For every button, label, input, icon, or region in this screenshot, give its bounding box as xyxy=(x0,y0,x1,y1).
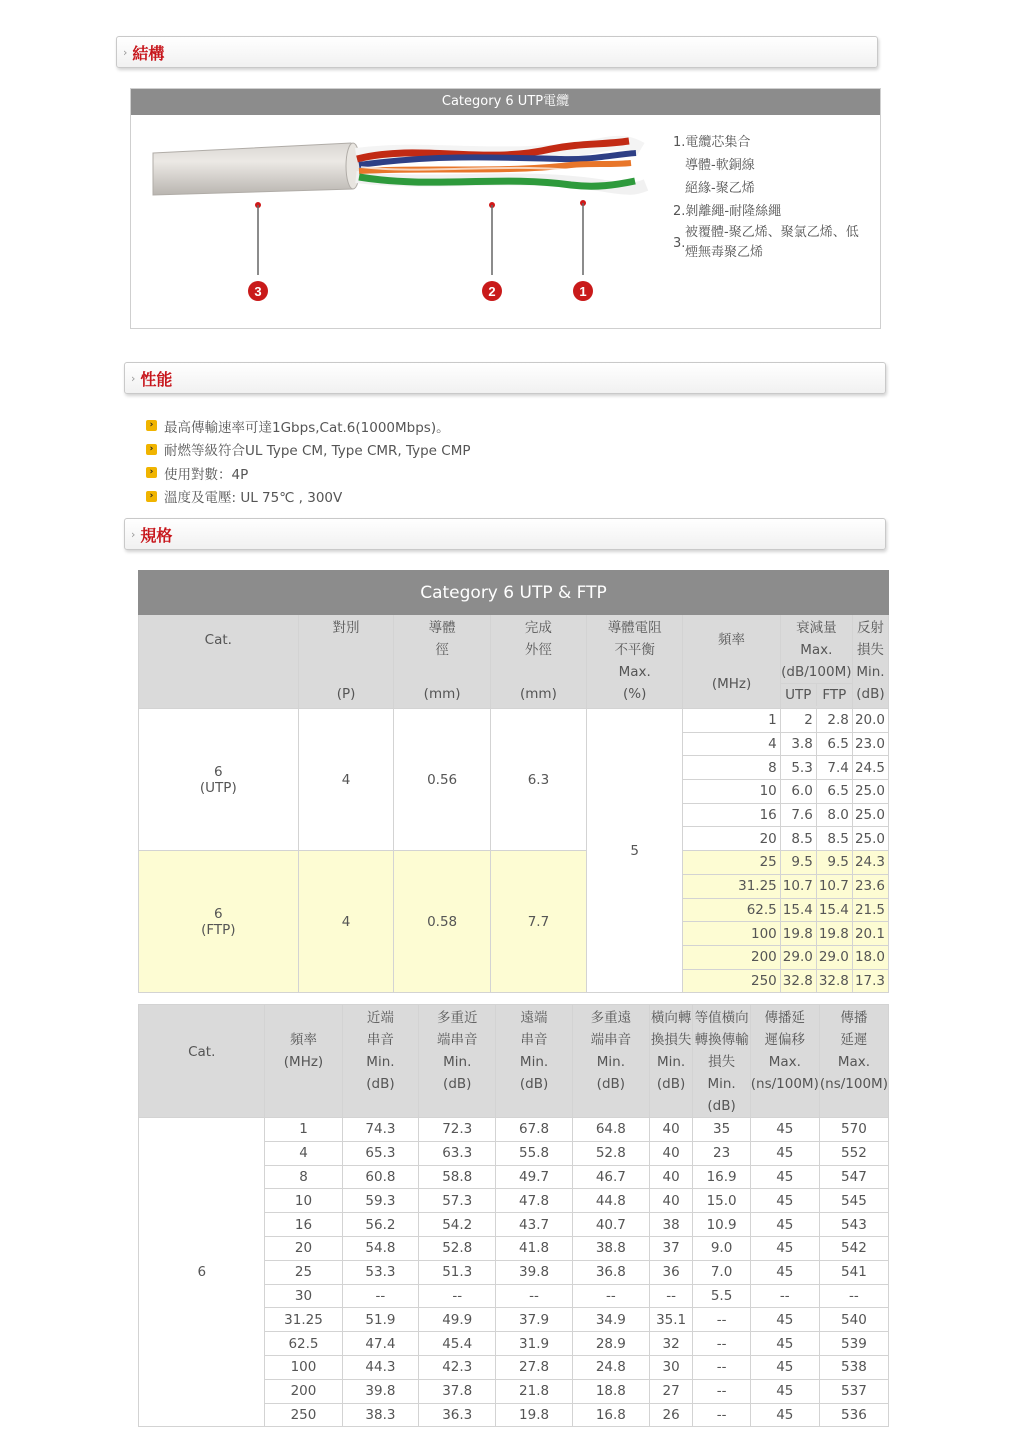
header-line: (dB) xyxy=(366,1076,395,1092)
cell-att-ftp: 6.5 xyxy=(816,780,852,804)
table-cell: 45 xyxy=(750,1141,819,1165)
table-cell: 45 xyxy=(750,1379,819,1403)
cell-return-loss: 23.0 xyxy=(852,732,888,756)
col-header xyxy=(819,1005,888,1118)
cell-return-loss: 18.0 xyxy=(852,945,888,969)
header-line: 延遲 xyxy=(840,1032,868,1048)
cell-frequency: 25 xyxy=(683,851,780,875)
list-item: › 最高傳輸速率可達1Gbps,Cat.6(1000Mbps)。 xyxy=(146,414,471,438)
table-cell: -- xyxy=(572,1284,649,1308)
structure-legend xyxy=(673,131,859,263)
list-item: › 溫度及電壓: UL 75℃ , 300V xyxy=(146,485,471,509)
table-cell: 60.8 xyxy=(342,1165,419,1189)
table-cell: 10 xyxy=(265,1189,342,1213)
cell-att-ftp: 10.7 xyxy=(816,874,852,898)
table-cell: 49.7 xyxy=(496,1165,573,1189)
list-item: › 耐燃等級符合UL Type CM, Type CMR, Type CMP xyxy=(146,438,471,462)
header-line: 損失 xyxy=(708,1054,736,1070)
table-cell: 72.3 xyxy=(419,1118,496,1142)
table-cell: 40 xyxy=(649,1118,693,1142)
table-cell: 538 xyxy=(819,1355,888,1379)
table-cell: 27 xyxy=(649,1379,693,1403)
header-line: 端串音 xyxy=(436,1032,478,1048)
svg-text:3: 3 xyxy=(254,284,262,299)
table-cell: 67.8 xyxy=(496,1118,573,1142)
table-cell: 16.8 xyxy=(572,1403,649,1427)
col-header xyxy=(572,1005,649,1118)
table-cell: 44.3 xyxy=(342,1355,419,1379)
table-cell: 570 xyxy=(819,1118,888,1142)
table-cell: 537 xyxy=(819,1379,888,1403)
header-line: 傳播延 xyxy=(764,1010,806,1026)
table-cell: 36 xyxy=(649,1260,693,1284)
table-cell: 200 xyxy=(265,1379,342,1403)
table-cell: 36.3 xyxy=(419,1403,496,1427)
cell-att-ftp: 9.5 xyxy=(816,851,852,875)
legend-item-1a: 導體-軟銅線 xyxy=(685,158,755,173)
col-header xyxy=(419,1005,496,1118)
col-header xyxy=(750,1005,819,1118)
cell-att-utp: 15.4 xyxy=(780,898,816,922)
col-header-return-loss: 反射 損失 Min. (dB) xyxy=(852,615,888,709)
table-cell: 74.3 xyxy=(342,1118,419,1142)
col-header xyxy=(649,1005,693,1118)
table-cell: 44.8 xyxy=(572,1189,649,1213)
cell-att-utp: 29.0 xyxy=(780,945,816,969)
table-cell: 45 xyxy=(750,1189,819,1213)
table-cell: 38.3 xyxy=(342,1403,419,1427)
table-cell: 25 xyxy=(265,1260,342,1284)
col-header xyxy=(342,1005,419,1118)
cat-type: (FTP) xyxy=(201,921,236,938)
bullet-arrow-icon: › xyxy=(146,467,157,478)
table-cell: 38.8 xyxy=(572,1236,649,1260)
table-cell: 23 xyxy=(693,1141,750,1165)
table-cell: 55.8 xyxy=(496,1141,573,1165)
header-line: 橫向轉 xyxy=(650,1010,692,1026)
table-cell: -- xyxy=(342,1284,419,1308)
table-cell: 24.8 xyxy=(572,1355,649,1379)
col-header-attenuation: 衰減量 Max. (dB/100M) UTP FTP xyxy=(780,615,852,709)
legend-item-1b: 絕緣-聚乙烯 xyxy=(685,181,755,196)
section-header-structure xyxy=(116,36,878,68)
table-cell: 51.3 xyxy=(419,1260,496,1284)
table-cell: 47.8 xyxy=(496,1189,573,1213)
table-cell: 26 xyxy=(649,1403,693,1427)
header-line: Min. xyxy=(656,1054,686,1070)
header-line: Cat. xyxy=(188,1044,216,1060)
legend-item-1: 1.電纜芯集合 xyxy=(673,135,751,150)
table-caption: Category 6 UTP & FTP xyxy=(139,571,889,615)
structure-panel xyxy=(130,88,881,329)
header-line: 轉換傳輸 xyxy=(694,1032,749,1048)
bullet-arrow-icon: › xyxy=(146,444,157,455)
header-line: Max. xyxy=(837,1054,871,1070)
table-cell: 45 xyxy=(750,1260,819,1284)
header-line: 等值橫向 xyxy=(694,1010,749,1026)
table-cell: 18.8 xyxy=(572,1379,649,1403)
table-cell: 52.8 xyxy=(419,1236,496,1260)
table-cell: 45 xyxy=(750,1118,819,1142)
table-cell: 20 xyxy=(265,1236,342,1260)
header-line: (dB) xyxy=(656,1076,686,1092)
table-cell: 16.9 xyxy=(693,1165,750,1189)
header-line: (ns/100M) xyxy=(819,1076,888,1092)
cell-return-loss: 25.0 xyxy=(852,780,888,804)
table-cell: -- xyxy=(693,1308,750,1332)
table-cell: 40 xyxy=(649,1165,693,1189)
header-line: Min. xyxy=(366,1054,395,1070)
cell-od: 7.7 xyxy=(490,851,586,993)
cell-frequency: 31.25 xyxy=(683,874,780,898)
cell-cond: 0.58 xyxy=(394,851,490,993)
header-line: Min.(dB) xyxy=(707,1076,736,1114)
table-cell: 36.8 xyxy=(572,1260,649,1284)
table-cell: 7.0 xyxy=(693,1260,750,1284)
table-cell: 38 xyxy=(649,1213,693,1237)
table-cell: 542 xyxy=(819,1236,888,1260)
table-cell: 15.0 xyxy=(693,1189,750,1213)
table-cell: 37.9 xyxy=(496,1308,573,1332)
header-line: (dB) xyxy=(519,1076,549,1092)
table-cell: 57.3 xyxy=(419,1189,496,1213)
table-cell: -- xyxy=(693,1332,750,1356)
table-cell: 1 xyxy=(265,1118,342,1142)
table-cell: 45 xyxy=(750,1308,819,1332)
table-cell: 39.8 xyxy=(342,1379,419,1403)
cell-att-utp: 3.8 xyxy=(780,732,816,756)
table-cell: 34.9 xyxy=(572,1308,649,1332)
col-header-frequency: 頻率 (MHz) xyxy=(683,615,780,709)
header-line: (dB) xyxy=(443,1076,472,1092)
section-title: 結構 xyxy=(132,43,165,63)
table-row xyxy=(139,851,889,875)
header-line: Max. xyxy=(768,1054,801,1070)
table-cell: 43.7 xyxy=(496,1213,573,1237)
table-cell: 45 xyxy=(750,1236,819,1260)
cell-cat xyxy=(139,709,299,851)
cell-att-ftp: 8.5 xyxy=(816,827,852,851)
cell-frequency: 16 xyxy=(683,803,780,827)
table-cell: 45 xyxy=(750,1355,819,1379)
cell-return-loss: 17.3 xyxy=(852,969,888,993)
cat-type: (UTP) xyxy=(199,779,237,796)
col-header-od: 完成 外徑 (mm) xyxy=(490,615,586,709)
header-line: 串音 xyxy=(366,1032,394,1048)
cell-att-utp: 9.5 xyxy=(780,851,816,875)
col-header-pair: 對別 (P) xyxy=(298,615,394,709)
list-item: › 使用對數：4P xyxy=(146,461,471,485)
table-cell: -- xyxy=(693,1403,750,1427)
table-cell: 541 xyxy=(819,1260,888,1284)
table-cell: 543 xyxy=(819,1213,888,1237)
structure-panel-header: Category 6 UTP電纜 xyxy=(131,89,880,115)
table-cell: 31.25 xyxy=(265,1308,342,1332)
table-cell: 19.8 xyxy=(496,1403,573,1427)
cell-pair: 4 xyxy=(298,709,394,851)
header-line: 多重遠 xyxy=(590,1010,632,1026)
table-cell: 31.9 xyxy=(496,1332,573,1356)
table-cell: 45 xyxy=(750,1165,819,1189)
callout-marker-3 xyxy=(248,202,268,301)
svg-text:2: 2 xyxy=(488,284,496,299)
cell-cond: 0.56 xyxy=(394,709,490,851)
col-header-resistance: 導體電阻 不平衡 Max. (%) xyxy=(587,615,683,709)
table-cell: -- xyxy=(693,1355,750,1379)
cell-cat xyxy=(139,851,299,993)
legend-item-2: 2.剝離繩-耐隆絲繩 xyxy=(673,204,782,219)
table-cell: -- xyxy=(693,1379,750,1403)
chevron-right-icon: › xyxy=(131,371,136,385)
table-cell: 16 xyxy=(265,1213,342,1237)
table-cell: 59.3 xyxy=(342,1189,419,1213)
table-cell: 552 xyxy=(819,1141,888,1165)
callout-marker-2 xyxy=(482,202,502,301)
cell-frequency: 100 xyxy=(683,922,780,946)
cat-value: 6 xyxy=(214,905,223,922)
section-header-performance xyxy=(124,362,886,394)
cell-frequency: 4 xyxy=(683,732,780,756)
table-cell: 54.8 xyxy=(342,1236,419,1260)
cell-return-loss: 25.0 xyxy=(852,803,888,827)
cell-att-ftp: 2.8 xyxy=(816,709,852,733)
header-line: 換損失 xyxy=(650,1032,692,1048)
cell-att-utp: 5.3 xyxy=(780,756,816,780)
table-cell: 545 xyxy=(819,1189,888,1213)
header-line: 多重近 xyxy=(436,1010,478,1026)
header-line: Min. xyxy=(443,1054,472,1070)
cell-att-ftp: 15.4 xyxy=(816,898,852,922)
cat-value: 6 xyxy=(214,763,223,780)
table-cell: 51.9 xyxy=(342,1308,419,1332)
table-cell: 21.8 xyxy=(496,1379,573,1403)
table-cell: 40 xyxy=(649,1141,693,1165)
cell-att-ftp: 6.5 xyxy=(816,732,852,756)
table-cell: 5.5 xyxy=(693,1284,750,1308)
table-cell: 45.4 xyxy=(419,1332,496,1356)
table-cell: 8 xyxy=(265,1165,342,1189)
table-cell: 37 xyxy=(649,1236,693,1260)
table-cell: 40.7 xyxy=(572,1213,649,1237)
table-cell: 62.5 xyxy=(265,1332,342,1356)
header-line: Min. xyxy=(519,1054,549,1070)
table-row xyxy=(139,709,889,733)
table-cell: 30 xyxy=(649,1355,693,1379)
header-line: 端串音 xyxy=(590,1032,632,1048)
header-line: (ns/100M) xyxy=(750,1076,819,1092)
cell-att-ftp: 7.4 xyxy=(816,756,852,780)
table-cell: 536 xyxy=(819,1403,888,1427)
cell-att-utp: 32.8 xyxy=(780,969,816,993)
table-cell: 28.9 xyxy=(572,1332,649,1356)
table-cell: 40 xyxy=(649,1189,693,1213)
cell-att-utp: 7.6 xyxy=(780,803,816,827)
cell-att-ftp: 19.8 xyxy=(816,922,852,946)
table-cell: 9.0 xyxy=(693,1236,750,1260)
cell-att-ftp: 32.8 xyxy=(816,969,852,993)
cell-return-loss: 21.5 xyxy=(852,898,888,922)
cell-return-loss: 24.5 xyxy=(852,756,888,780)
header-line: 傳播 xyxy=(840,1010,868,1026)
bullet-arrow-icon: › xyxy=(146,420,157,431)
table-cell: 32 xyxy=(649,1332,693,1356)
table-cell: 65.3 xyxy=(342,1141,419,1165)
col-header xyxy=(139,1005,265,1118)
header-line: 頻率 xyxy=(289,1032,317,1048)
section-header-spec xyxy=(124,518,886,550)
table-cell: 53.3 xyxy=(342,1260,419,1284)
performance-list xyxy=(146,414,471,508)
electrical-table xyxy=(138,1004,889,1427)
cell-frequency: 10 xyxy=(683,780,780,804)
cell-return-loss: 20.0 xyxy=(852,709,888,733)
table-cell: 540 xyxy=(819,1308,888,1332)
section-title: 規格 xyxy=(140,525,173,545)
table-cell: 47.4 xyxy=(342,1332,419,1356)
table-cell: 52.8 xyxy=(572,1141,649,1165)
header-line: 遠端 xyxy=(520,1010,548,1026)
cell-od: 6.3 xyxy=(490,709,586,851)
table-cell: 56.2 xyxy=(342,1213,419,1237)
table-cell: 58.8 xyxy=(419,1165,496,1189)
table-cell: 539 xyxy=(819,1332,888,1356)
header-line: 遲偏移 xyxy=(764,1032,806,1048)
table-cell: 547 xyxy=(819,1165,888,1189)
cell-att-ftp: 29.0 xyxy=(816,945,852,969)
cell-frequency: 20 xyxy=(683,827,780,851)
cell-resistance: 5 xyxy=(587,709,683,993)
table-cell: -- xyxy=(750,1284,819,1308)
table-cell: 63.3 xyxy=(419,1141,496,1165)
col-header xyxy=(496,1005,573,1118)
cell-return-loss: 25.0 xyxy=(852,827,888,851)
table-cell: 100 xyxy=(265,1355,342,1379)
cell-att-utp: 2 xyxy=(780,709,816,733)
table-cell: 45 xyxy=(750,1213,819,1237)
header-line: 串音 xyxy=(520,1032,548,1048)
cell-frequency: 250 xyxy=(683,969,780,993)
table-cell: 250 xyxy=(265,1403,342,1427)
callout-marker-1 xyxy=(573,200,593,301)
svg-text:1: 1 xyxy=(579,284,587,299)
col-header xyxy=(265,1005,342,1118)
table-row xyxy=(139,1118,889,1142)
table-cell: 49.9 xyxy=(419,1308,496,1332)
col-header xyxy=(693,1005,750,1118)
table-cell: 41.8 xyxy=(496,1236,573,1260)
table-cell: -- xyxy=(649,1284,693,1308)
table-cell: 46.7 xyxy=(572,1165,649,1189)
table-cell: 39.8 xyxy=(496,1260,573,1284)
cell-att-utp: 8.5 xyxy=(780,827,816,851)
chevron-right-icon: › xyxy=(123,45,128,59)
cell-frequency: 62.5 xyxy=(683,898,780,922)
table-cell: -- xyxy=(419,1284,496,1308)
table-cell: 45 xyxy=(750,1332,819,1356)
legend-item-3: 3. 被覆體-聚乙烯、聚氯乙烯、低 煙無毒聚乙烯 xyxy=(673,225,859,260)
chevron-right-icon: › xyxy=(131,527,136,541)
table-cell: -- xyxy=(496,1284,573,1308)
table-cell: -- xyxy=(819,1284,888,1308)
bullet-arrow-icon: › xyxy=(146,491,157,502)
header-line: Min. xyxy=(596,1054,625,1070)
section-title: 性能 xyxy=(140,369,173,389)
table-cell: 30 xyxy=(265,1284,342,1308)
table-cell: 42.3 xyxy=(419,1355,496,1379)
table-cell: 54.2 xyxy=(419,1213,496,1237)
cell-frequency: 1 xyxy=(683,709,780,733)
table-cell: 35.1 xyxy=(649,1308,693,1332)
header-line: (MHz) xyxy=(283,1054,324,1070)
cell-return-loss: 20.1 xyxy=(852,922,888,946)
table-cell: 35 xyxy=(693,1118,750,1142)
cell-att-utp: 19.8 xyxy=(780,922,816,946)
cell-pair: 4 xyxy=(298,851,394,993)
spec-table xyxy=(138,570,889,993)
cell-att-utp: 6.0 xyxy=(780,780,816,804)
cell-att-ftp: 8.0 xyxy=(816,803,852,827)
cell-return-loss: 23.6 xyxy=(852,874,888,898)
cell-cat: 6 xyxy=(139,1118,265,1427)
col-header-cat: Cat. xyxy=(139,615,299,709)
col-header-conductor: 導體 徑 (mm) xyxy=(394,615,490,709)
cell-att-utp: 10.7 xyxy=(780,874,816,898)
cell-return-loss: 24.3 xyxy=(852,851,888,875)
table-cell: 4 xyxy=(265,1141,342,1165)
table-cell: 10.9 xyxy=(693,1213,750,1237)
table-cell: 45 xyxy=(750,1403,819,1427)
cell-frequency: 200 xyxy=(683,945,780,969)
cell-frequency: 8 xyxy=(683,756,780,780)
table-cell: 37.8 xyxy=(419,1379,496,1403)
table-cell: 64.8 xyxy=(572,1118,649,1142)
table-cell: 27.8 xyxy=(496,1355,573,1379)
header-line: 近端 xyxy=(366,1010,394,1026)
header-line: (dB) xyxy=(596,1076,626,1092)
